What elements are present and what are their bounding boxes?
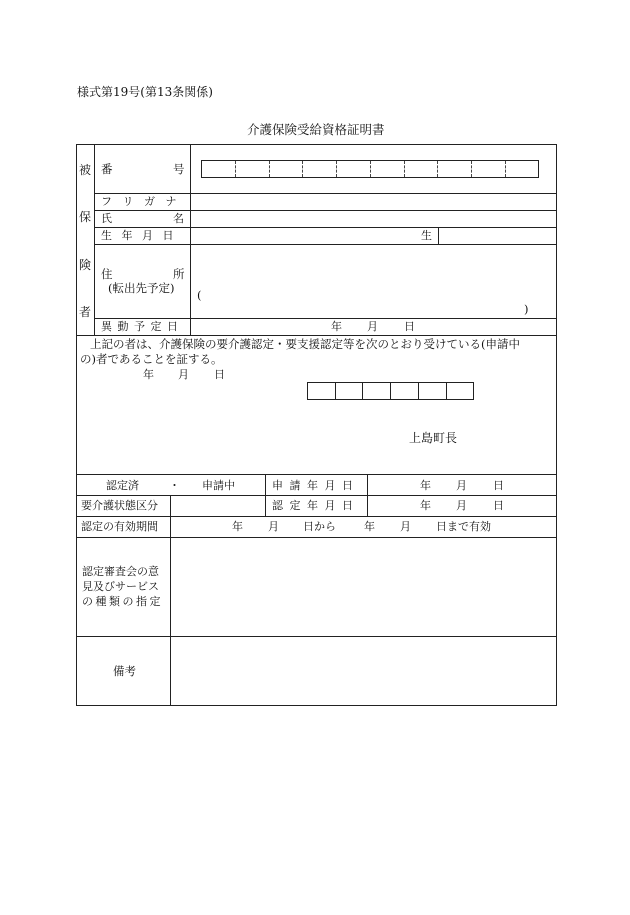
insured-label-char-1: 被 (79, 163, 92, 177)
certification-date-month: 月 (178, 368, 189, 381)
number-label-left: 番 (101, 162, 113, 176)
validity-start-day: 日から (303, 520, 336, 533)
certification-date-day: 日 (214, 368, 225, 381)
remarks-label: 備考 (113, 664, 136, 678)
opinion-label-line2: 見及びサービス (82, 580, 159, 593)
name-field[interactable] (191, 211, 556, 227)
address-close-paren: ) (524, 302, 529, 316)
address-field[interactable] (191, 245, 556, 318)
insured-label-char-3: 険 (79, 258, 92, 272)
validity-end-day: 日まで有効 (436, 520, 491, 533)
opinion-label-line3: の 種 類 の 指 定 (82, 595, 161, 608)
validity-end-year: 年 (364, 520, 375, 533)
move-date-day: 日 (404, 320, 415, 333)
opinion-label-line1: 認定審査会の意 (82, 565, 159, 578)
furigana-label: フ リ ガ ナ (101, 195, 177, 208)
care-level-field[interactable] (171, 496, 265, 516)
status-certified[interactable]: 認定済 (106, 479, 139, 492)
application-date-day: 日 (493, 479, 504, 492)
certification-text-line2: の)者であることを証する。 (80, 352, 223, 366)
validity-end-month: 月 (400, 520, 411, 533)
status-separator: ・ (169, 479, 180, 492)
certification-date-label: 認 定 年 月 日 (272, 499, 353, 512)
certification-date-year: 年 (143, 368, 154, 381)
furigana-field[interactable] (191, 194, 556, 210)
insured-label-char-4: 者 (79, 305, 92, 319)
validity-label: 認定の有効期間 (81, 520, 158, 533)
name-label-left: 氏 (101, 212, 112, 225)
form-number: 様式第19号(第13条関係) (77, 85, 213, 99)
validity-start-year: 年 (232, 520, 243, 533)
move-date-label: 異 動 予 定 日 (101, 320, 178, 333)
opinion-field[interactable] (171, 538, 556, 636)
application-date-month: 月 (456, 479, 467, 492)
care-level-label: 要介護状態区分 (81, 499, 158, 512)
address-open-paren: ( (197, 288, 202, 302)
move-date-year: 年 (331, 320, 342, 333)
certified-date-year: 年 (420, 499, 431, 512)
name-label-right: 名 (173, 212, 184, 225)
certified-date-month: 月 (456, 499, 467, 512)
birth-date-field[interactable] (191, 228, 437, 244)
application-date-label: 申 請 年 月 日 (272, 479, 353, 492)
address-note: (転出先予定) (108, 281, 175, 295)
address-label-left: 住 (101, 267, 113, 281)
certified-date-day: 日 (493, 499, 504, 512)
birth-suffix: 生 (421, 229, 432, 242)
form-title: 介護保険受給資格証明書 (247, 122, 385, 137)
address-label-right: 所 (173, 267, 185, 281)
number-label-right: 号 (173, 162, 185, 176)
application-date-year: 年 (420, 479, 431, 492)
remarks-field[interactable] (171, 637, 556, 705)
insured-label-char-2: 保 (79, 210, 92, 224)
issuer-name: 上島町長 (409, 431, 458, 445)
move-date-month: 月 (367, 320, 378, 333)
birth-date-label: 生 年 月 日 (101, 229, 174, 242)
status-applying[interactable]: 申請中 (202, 479, 235, 492)
certification-text-line1: 上記の者は、介護保険の要介護認定・要支援認定等を次のとおり受けている(申請中 (90, 337, 520, 351)
validity-start-month: 月 (268, 520, 279, 533)
